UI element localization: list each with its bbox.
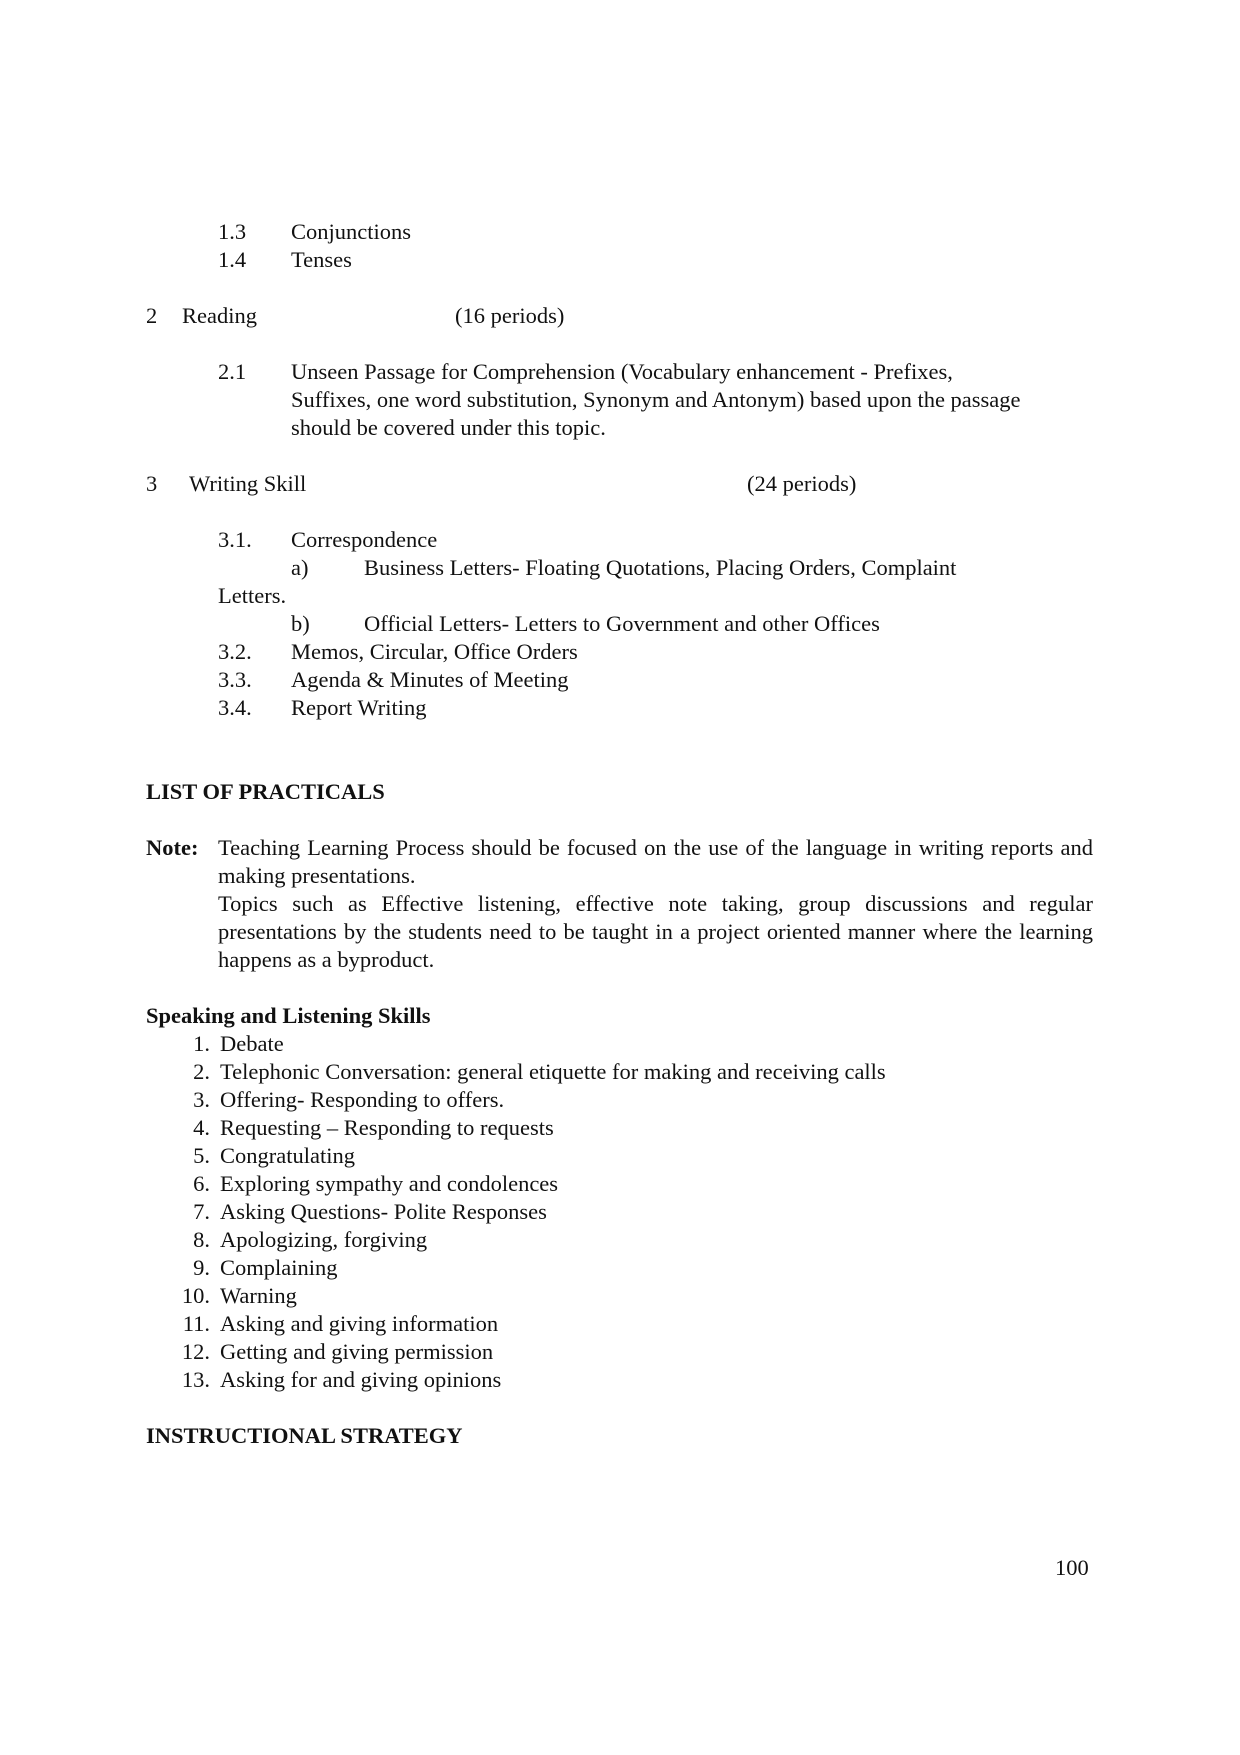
item-number: 3.3. — [218, 667, 252, 692]
list-item-number: 6. — [193, 1171, 210, 1196]
list-item-number: 3. — [193, 1087, 210, 1112]
section-title: Reading — [182, 303, 257, 328]
item-text-line: should be covered under this topic. — [291, 415, 606, 440]
list-item — [178, 1226, 1078, 1254]
note-label: Note: — [146, 835, 199, 860]
list-item-text: Complaining — [220, 1255, 338, 1280]
item-number: 3.4. — [218, 695, 252, 720]
list-item-text: Asking and giving information — [220, 1311, 499, 1336]
list-item-text: Apologizing, forgiving — [220, 1227, 428, 1252]
item-text: Report Writing — [291, 695, 427, 720]
list-item — [178, 1030, 1078, 1058]
list-item-text: Congratulating — [220, 1143, 355, 1168]
list-item-number: 12. — [181, 1339, 210, 1364]
list-item — [178, 1086, 1078, 1114]
list-item — [178, 1114, 1078, 1142]
list-item-number: 13. — [181, 1367, 210, 1392]
sub-item-label: a) — [291, 555, 309, 580]
list-item-text: Debate — [220, 1031, 284, 1056]
sub-item-text: Business Letters- Floating Quotations, Placing Orders, Complaint — [364, 555, 957, 580]
list-item-number: 7. — [193, 1199, 210, 1224]
note-paragraph: Topics such as Effective listening, effective note taking, group discussions and regular presentations by the students need to be taught in a project oriented manner where the learning happens as a byproduct. — [218, 891, 1093, 972]
item-text: Tenses — [291, 247, 352, 272]
item-number: 3.1. — [218, 527, 252, 552]
section-periods: (16 periods) — [455, 303, 565, 328]
speaking-list — [178, 1030, 1078, 1394]
item-number: 3.2. — [218, 639, 252, 664]
item-number: 1.3 — [218, 219, 247, 244]
list-item — [178, 1366, 1078, 1394]
sub-item-label: b) — [291, 611, 310, 636]
item-text-line: Suffixes, one word substitution, Synonym and Antonym) based upon the passage — [291, 387, 1021, 412]
list-item — [178, 1170, 1078, 1198]
list-item-number: 8. — [193, 1227, 210, 1252]
note-paragraph: Teaching Learning Process should be focused on the use of the language in writing reports and making presentations. — [218, 835, 1093, 888]
list-item-text: Asking Questions- Polite Responses — [220, 1199, 547, 1224]
practicals-heading: LIST OF PRACTICALS — [146, 779, 385, 804]
list-item-text: Telephonic Conversation: general etiquette for making and receiving calls — [220, 1059, 886, 1084]
list-item-text: Exploring sympathy and condolences — [220, 1171, 559, 1196]
item-number: 1.4 — [218, 247, 247, 272]
sub-item-wrap: Letters. — [218, 583, 287, 608]
sub-item-text: Official Letters- Letters to Government and other Offices — [364, 611, 880, 636]
list-item-number: 1. — [193, 1031, 210, 1056]
item-text-line: Unseen Passage for Comprehension (Vocabulary enhancement - Prefixes, — [291, 359, 953, 384]
list-item-number: 9. — [193, 1255, 210, 1280]
list-item-number: 4. — [193, 1115, 210, 1140]
list-item-text: Asking for and giving opinions — [220, 1367, 502, 1392]
list-item — [178, 1338, 1078, 1366]
list-item-number: 5. — [193, 1143, 210, 1168]
item-text: Memos, Circular, Office Orders — [291, 639, 578, 664]
list-item — [178, 1310, 1078, 1338]
item-text: Agenda & Minutes of Meeting — [291, 667, 569, 692]
list-item — [178, 1254, 1078, 1282]
page-number: 100 — [1055, 1555, 1089, 1580]
list-item-text: Warning — [220, 1283, 297, 1308]
list-item — [178, 1058, 1078, 1086]
list-item — [178, 1198, 1078, 1226]
section-number: 3 — [146, 471, 158, 496]
section-title: Writing Skill — [189, 471, 307, 496]
speaking-heading: Speaking and Listening Skills — [146, 1003, 431, 1028]
section-number: 2 — [146, 303, 158, 328]
list-item — [178, 1142, 1078, 1170]
list-item-number: 10. — [181, 1283, 210, 1308]
section-periods: (24 periods) — [747, 471, 857, 496]
list-item-number: 11. — [182, 1311, 210, 1336]
instructional-heading: INSTRUCTIONAL STRATEGY — [146, 1423, 463, 1448]
item-text: Conjunctions — [291, 219, 412, 244]
list-item — [178, 1282, 1078, 1310]
item-text: Correspondence — [291, 527, 438, 552]
item-number: 2.1 — [218, 359, 247, 384]
list-item-text: Offering- Responding to offers. — [220, 1087, 505, 1112]
list-item-number: 2. — [193, 1059, 210, 1084]
list-item-text: Getting and giving permission — [220, 1339, 494, 1364]
list-item-text: Requesting – Responding to requests — [220, 1115, 554, 1140]
